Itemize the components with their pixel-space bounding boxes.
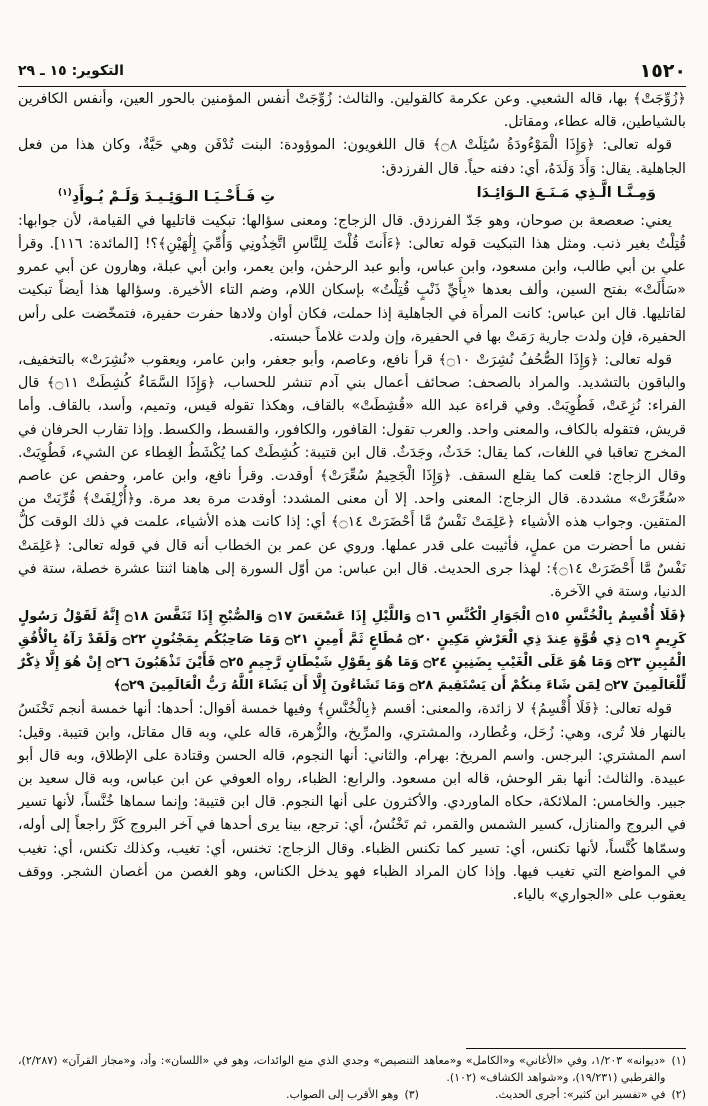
paragraph: يعني: صعصعة بن صوحان، وهو جَدّ الفرزدق. قال الزجاج: ومعنى سؤالها: تبكيت قاتليها في القيامة، لأن جوابها: قُتِلْتُ بغير ذنب. ومثل هذا التبكيت قوله تعالى: ﴿ءَأَنتَ قُلْتَ لِلنَّاسِ اتَّخِذُونِي وَأُمِّيَ إِلَٰهَيْنِ﴾؟! [المائدة: ١١٦]. وقرأ علي بن أبي طالب، وابن مسعود، وابن عباس، وأبو عبد الرحمٰن، وابن يعمر، وابن أبي عبلة، وهارون عن أبي عمرو «سَأَلَتْ» بفتح السين، وألف بعدها «بِأَيِّ ذَنْبٍ قُتِلْتُ» بإسكان اللام، وضم التاء الأخيرة. وسؤالها هذا أيضاً تبكيت لقاتليها. قال ابن عباس: كانت المرأة في الجاهلية إذا حملت، فكان أوان ولادها حفرت حفيرة، فتمخّضت على رأس الحفيرة، فإن ولدت جارية رَمَتْ بها في الحفيرة، وإن ولدت غلاماً حبسته. — [18, 212, 686, 345]
header-divider — [18, 86, 686, 87]
paragraph: قوله تعالى: ﴿فَلَا أُقْسِمُ﴾ لا زائدة، والمعنى: أقسم ﴿بِالْخُنَّسِ﴾ وفيها خمسة أقوال: أحدها: أنها خمسة أنجم تَخْنَسُ بالنهار فلا تُرى، وهي: زُحَل، وعُطارد، والمشتري، والمرِّيخ، والزُّهرة، قاله علي، وبه قال مقاتل، وابن قتيبة. وقيل: اسم المشتري: البرجس. واسم المريخ: بهرام. والثاني: أنها النجوم، قاله الحسن وقتادة على الإطلاق، وبه قال أبو عبيدة. والثالث: أنها بقر الوحش، قاله ابن مسعود. والرابع: الظباء، رواه العوفي عن ابن عباس، وبه قال سعيد بن جبير. والخامس: الملائكة، حكاه الماوردي. والأكثرون على أنها النجوم. قال ابن قتيبة: وإنما سماها خُنَّساً، لأنها تسير في البروج والمنازل، كسير الشمس والقمر، ثم تَخْنُسُ، أي: ترجع، بينا يرى أحدها في آخر البروج كَرَّ راجعاً إلى أوله، وسمّاها كُنَّساً، لأنها تكنس، أي: تسير كما تكنس الظباء. وقال الزجاج: تخنس، أي: تغيب، وكذلك تكنس، أي: تغيب في المواضع التي تغيب فيها. وإذا كان المراد الظباء فهو يدخل الكناس، وهو الغصن من أغصان الشجر. ووقف يعقوب على «الجواري» بالياء. — [18, 701, 686, 903]
footnote-text: «ديوانه» ١/٢٠٣، وفي «الأغاني» و«الكامل» و«معاهد التنصيص» وجدي الذي منع الوائدات، وهو في «اللسان»: وأد، و«مجاز القرآن» (٢/٢٨٧)، والقرطبي (١٩/٢٣١)، و«شواهد الكشاف» (١٠٢). — [18, 1054, 666, 1084]
footnote-marker: (١) — [58, 187, 72, 198]
footnote-number: (٢) — [671, 1088, 686, 1101]
footnote-text: في «تفسير ابن كثير»: أجرى الحديث. — [494, 1088, 666, 1101]
footnote-number: (١) — [671, 1054, 686, 1067]
footnote-divider — [466, 1048, 686, 1049]
paragraph: قوله تعالى: ﴿وَإِذَا الْمَوْءُودَةُ سُئِلَتْ ۝٨﴾ قال اللغويون: الموؤودة: البنت تُدْفَن وهي حَيَّةٌ، وكان هذا من فعل الجاهلية. يقال: وَأَدَ وَلَدَهُ، أي: دفنه حياً. قال الفرزدق: — [18, 137, 686, 177]
running-head — [18, 58, 686, 84]
surah-verse-range: التكوير: ١٥ ـ ٢٩ — [18, 63, 124, 79]
hemistich-left-text: تِ فَـأَحْـيَـا الـوَئِـيـدَ وَلَـمْ يُـوأَدِ — [71, 188, 275, 205]
footnotes — [18, 1052, 686, 1103]
hemistich-right: وَمِـنَّـا الَّـذِي مَـنَـعَ الـوَائِـدَا — [476, 184, 656, 201]
footnote-number: (٣) — [404, 1088, 419, 1101]
paragraph: قوله تعالى: ﴿وَإِذَا الصُّحُفُ نُشِرَتْ ۝١٠﴾ قرأ نافع، وعاصم، وأبو جعفر، وابن عامر، ويعقوب «نُشِرَتْ» بالتخفيف، والباقون بالتشديد. والمراد بالصحف: صحائف أعمال بني آدم تنشر للحساب، ﴿وَإِذَا السَّمَاءُ كُشِطَتْ ۝١١﴾ قال الفراء: نُزِعَتْ، فَطُوِيَتْ. وفي قراءة عبد الله «قُشِطَتْ» بالقاف، وهكذا تقوله قيس، وتميم، وأسد، بالقاف. وأما قريش، فتقوله بالكاف، والمعنى واحد. والعرب تقول: القافور، والكافور، والقسط، والكسط. وإذا تقارب الحرفان في المخرج تعاقبا في اللغات، كما يقال: حَدَثٌ، وجَدَثٌ. قال ابن قتيبة: كُشِطَتْ كما يُكْشَطُ الغِطاء عن الشيء، فَطُوِيَتْ. وقال الزجاج: قلعت كما يقلع السقف. ﴿وَإِذَا الْجَحِيمُ سُعِّرَتْ﴾ أوقدت. وقرأ نافع، وابن عامر، وحفص عن عاصم «سُعِّرَتْ» مشددة. قال الزجاج: المعنى واحد. إلا أن معنى المشدد: أوقدت مرة بعد مرة. و﴿أُزْلِفَتْ﴾ قُرِّبَتْ من المتقين. وجواب هذه الأشياء ﴿عَلِمَتْ نَفْسٌ مَّا أَحْضَرَتْ ۝١٤﴾ أي: إذا كانت هذه الأشياء، علمت في ذلك الوقت كلُّ نفس ما أحضرت من عملٍ، فأثيبت على قدر عملها. وروي عن عمر بن الخطاب أنه قال في قوله تعالى: ﴿عَلِمَتْ نَفْسٌ مَّا أَحْضَرَتْ ۝١٤﴾: لهذا جرى الحديث. قال ابن عباس: من أوّل السورة إلى هاهنا اثنتا عشرة خصلة، ستة في الدنيا، وستة في الآخرة. — [18, 352, 686, 601]
quran-verses-block: ﴿فَلَا أُقْسِمُ بِالْخُنَّسِ ۝١٥ الْجَوَارِ الْكُنَّسِ ۝١٦ وَاللَّيْلِ إِذَا عَسْعَسَ ۝١٧ وَالصُّبْحِ إِذَا تَنَفَّسَ ۝١٨ إِنَّهُ لَقَوْلُ رَسُولٍ كَرِيمٍ ۝١٩ ذِي قُوَّةٍ عِندَ ذِي الْعَرْشِ مَكِينٍ ۝٢٠ مُطَاعٍ ثَمَّ أَمِينٍ ۝٢١ وَمَا صَاحِبُكُم بِمَجْنُونٍ ۝٢٢ وَلَقَدْ رَآهُ بِالْأُفُقِ الْمُبِينِ ۝٢٣ وَمَا هُوَ عَلَى الْغَيْبِ بِضَنِينٍ ۝٢٤ وَمَا هُوَ بِقَوْلِ شَيْطَانٍ رَّجِيمٍ ۝٢٥ فَأَيْنَ تَذْهَبُونَ ۝٢٦ إِنْ هُوَ إِلَّا ذِكْرٌ لِّلْعَالَمِينَ ۝٢٧ لِمَن شَاءَ مِنكُمْ أَن يَسْتَقِيمَ ۝٢٨ وَمَا تَشَاءُونَ إِلَّا أَن يَشَاءَ اللَّهُ رَبُّ الْعَالَمِينَ ۝٢٩﴾ — [18, 609, 687, 694]
paragraph: ﴿زُوِّجَتْ﴾ بها، قاله الشعبي. وعن عكرمة كالقولين. والثالث: زُوِّجَتْ أنفس المؤمنين بالحور العين، وأنفس الكافرين بالشياطين، قاله عطاء، ومقاتل. — [18, 91, 686, 131]
main-text — [18, 88, 686, 907]
footnote-item — [18, 1052, 686, 1086]
hemistich-left — [58, 182, 275, 209]
footnote-item — [18, 1086, 686, 1103]
poetry-verse — [18, 182, 686, 209]
page-number: ١٥٢٠ — [639, 60, 686, 82]
footnote-text: وهو الأقرب إلى الصواب. — [286, 1088, 399, 1101]
